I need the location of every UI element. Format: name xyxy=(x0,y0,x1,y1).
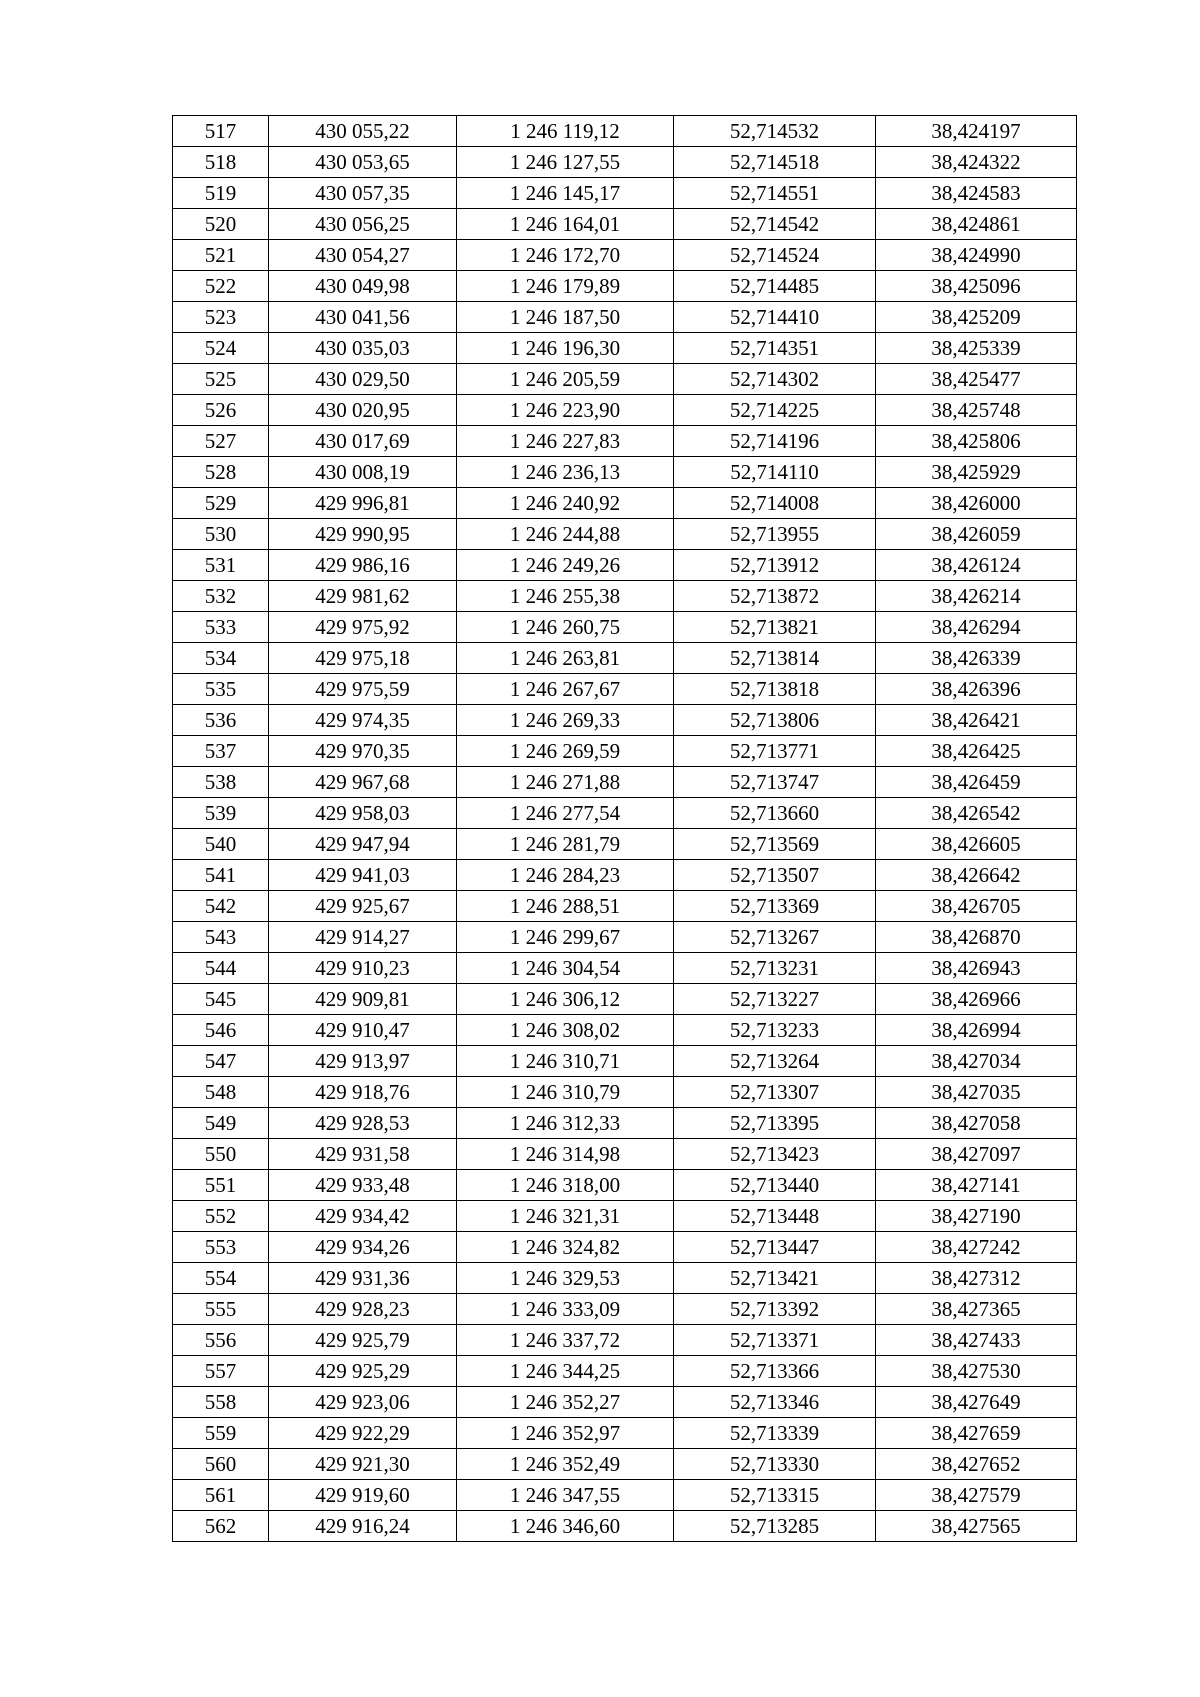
x-coordinate-cell: 430 008,19 xyxy=(269,457,457,488)
point-number-cell: 545 xyxy=(173,984,269,1015)
y-coordinate-cell: 1 246 352,27 xyxy=(457,1387,674,1418)
point-number-cell: 556 xyxy=(173,1325,269,1356)
y-coordinate-cell: 1 246 119,12 xyxy=(457,116,674,147)
y-coordinate-cell: 1 246 314,98 xyxy=(457,1139,674,1170)
y-coordinate-cell: 1 246 164,01 xyxy=(457,209,674,240)
x-coordinate-cell: 429 921,30 xyxy=(269,1449,457,1480)
y-coordinate-cell: 1 246 329,53 xyxy=(457,1263,674,1294)
latitude-cell: 52,714110 xyxy=(674,457,876,488)
y-coordinate-cell: 1 246 352,97 xyxy=(457,1418,674,1449)
point-number-cell: 553 xyxy=(173,1232,269,1263)
x-coordinate-cell: 430 053,65 xyxy=(269,147,457,178)
table-row xyxy=(173,860,1077,891)
table-row xyxy=(173,705,1077,736)
longitude-cell: 38,425806 xyxy=(876,426,1077,457)
table-row xyxy=(173,1139,1077,1170)
x-coordinate-cell: 429 925,29 xyxy=(269,1356,457,1387)
y-coordinate-cell: 1 246 269,33 xyxy=(457,705,674,736)
coordinates-table xyxy=(172,115,1077,1542)
x-coordinate-cell: 430 049,98 xyxy=(269,271,457,302)
latitude-cell: 52,713448 xyxy=(674,1201,876,1232)
y-coordinate-cell: 1 246 310,71 xyxy=(457,1046,674,1077)
y-coordinate-cell: 1 246 236,13 xyxy=(457,457,674,488)
point-number-cell: 532 xyxy=(173,581,269,612)
y-coordinate-cell: 1 246 277,54 xyxy=(457,798,674,829)
y-coordinate-cell: 1 246 318,00 xyxy=(457,1170,674,1201)
point-number-cell: 544 xyxy=(173,953,269,984)
point-number-cell: 551 xyxy=(173,1170,269,1201)
x-coordinate-cell: 429 918,76 xyxy=(269,1077,457,1108)
latitude-cell: 52,713315 xyxy=(674,1480,876,1511)
x-coordinate-cell: 429 923,06 xyxy=(269,1387,457,1418)
latitude-cell: 52,713264 xyxy=(674,1046,876,1077)
table-row xyxy=(173,1387,1077,1418)
table-row xyxy=(173,1511,1077,1542)
point-number-cell: 552 xyxy=(173,1201,269,1232)
point-number-cell: 524 xyxy=(173,333,269,364)
y-coordinate-cell: 1 246 288,51 xyxy=(457,891,674,922)
point-number-cell: 547 xyxy=(173,1046,269,1077)
point-number-cell: 528 xyxy=(173,457,269,488)
x-coordinate-cell: 429 933,48 xyxy=(269,1170,457,1201)
longitude-cell: 38,426966 xyxy=(876,984,1077,1015)
latitude-cell: 52,714542 xyxy=(674,209,876,240)
x-coordinate-cell: 430 020,95 xyxy=(269,395,457,426)
table-row xyxy=(173,1356,1077,1387)
longitude-cell: 38,427034 xyxy=(876,1046,1077,1077)
y-coordinate-cell: 1 246 344,25 xyxy=(457,1356,674,1387)
y-coordinate-cell: 1 246 306,12 xyxy=(457,984,674,1015)
latitude-cell: 52,713423 xyxy=(674,1139,876,1170)
point-number-cell: 536 xyxy=(173,705,269,736)
longitude-cell: 38,427433 xyxy=(876,1325,1077,1356)
y-coordinate-cell: 1 246 240,92 xyxy=(457,488,674,519)
y-coordinate-cell: 1 246 127,55 xyxy=(457,147,674,178)
latitude-cell: 52,714196 xyxy=(674,426,876,457)
x-coordinate-cell: 430 017,69 xyxy=(269,426,457,457)
longitude-cell: 38,427035 xyxy=(876,1077,1077,1108)
y-coordinate-cell: 1 246 223,90 xyxy=(457,395,674,426)
y-coordinate-cell: 1 246 227,83 xyxy=(457,426,674,457)
longitude-cell: 38,425929 xyxy=(876,457,1077,488)
point-number-cell: 558 xyxy=(173,1387,269,1418)
x-coordinate-cell: 429 975,59 xyxy=(269,674,457,705)
latitude-cell: 52,713339 xyxy=(674,1418,876,1449)
table-row xyxy=(173,1294,1077,1325)
longitude-cell: 38,426000 xyxy=(876,488,1077,519)
y-coordinate-cell: 1 246 281,79 xyxy=(457,829,674,860)
y-coordinate-cell: 1 246 304,54 xyxy=(457,953,674,984)
y-coordinate-cell: 1 246 347,55 xyxy=(457,1480,674,1511)
longitude-cell: 38,426124 xyxy=(876,550,1077,581)
y-coordinate-cell: 1 246 324,82 xyxy=(457,1232,674,1263)
point-number-cell: 531 xyxy=(173,550,269,581)
longitude-cell: 38,427659 xyxy=(876,1418,1077,1449)
x-coordinate-cell: 429 925,67 xyxy=(269,891,457,922)
x-coordinate-cell: 430 055,22 xyxy=(269,116,457,147)
x-coordinate-cell: 429 975,92 xyxy=(269,612,457,643)
point-number-cell: 527 xyxy=(173,426,269,457)
latitude-cell: 52,714225 xyxy=(674,395,876,426)
y-coordinate-cell: 1 246 249,26 xyxy=(457,550,674,581)
table-row xyxy=(173,643,1077,674)
longitude-cell: 38,425339 xyxy=(876,333,1077,364)
longitude-cell: 38,426642 xyxy=(876,860,1077,891)
x-coordinate-cell: 429 928,23 xyxy=(269,1294,457,1325)
longitude-cell: 38,426542 xyxy=(876,798,1077,829)
point-number-cell: 561 xyxy=(173,1480,269,1511)
latitude-cell: 52,713346 xyxy=(674,1387,876,1418)
longitude-cell: 38,425748 xyxy=(876,395,1077,426)
longitude-cell: 38,425209 xyxy=(876,302,1077,333)
latitude-cell: 52,714008 xyxy=(674,488,876,519)
longitude-cell: 38,426059 xyxy=(876,519,1077,550)
y-coordinate-cell: 1 246 187,50 xyxy=(457,302,674,333)
latitude-cell: 52,714351 xyxy=(674,333,876,364)
x-coordinate-cell: 429 925,79 xyxy=(269,1325,457,1356)
table-row xyxy=(173,1232,1077,1263)
point-number-cell: 554 xyxy=(173,1263,269,1294)
longitude-cell: 38,426994 xyxy=(876,1015,1077,1046)
point-number-cell: 559 xyxy=(173,1418,269,1449)
latitude-cell: 52,713912 xyxy=(674,550,876,581)
latitude-cell: 52,713392 xyxy=(674,1294,876,1325)
latitude-cell: 52,713955 xyxy=(674,519,876,550)
latitude-cell: 52,713369 xyxy=(674,891,876,922)
table-row xyxy=(173,178,1077,209)
table-row xyxy=(173,1480,1077,1511)
x-coordinate-cell: 429 916,24 xyxy=(269,1511,457,1542)
latitude-cell: 52,713814 xyxy=(674,643,876,674)
table-row xyxy=(173,1325,1077,1356)
point-number-cell: 523 xyxy=(173,302,269,333)
point-number-cell: 546 xyxy=(173,1015,269,1046)
longitude-cell: 38,427579 xyxy=(876,1480,1077,1511)
latitude-cell: 52,713285 xyxy=(674,1511,876,1542)
table-row xyxy=(173,271,1077,302)
y-coordinate-cell: 1 246 179,89 xyxy=(457,271,674,302)
table-row xyxy=(173,333,1077,364)
table-row xyxy=(173,953,1077,984)
point-number-cell: 557 xyxy=(173,1356,269,1387)
latitude-cell: 52,713231 xyxy=(674,953,876,984)
x-coordinate-cell: 429 909,81 xyxy=(269,984,457,1015)
x-coordinate-cell: 430 057,35 xyxy=(269,178,457,209)
point-number-cell: 562 xyxy=(173,1511,269,1542)
point-number-cell: 529 xyxy=(173,488,269,519)
table-row xyxy=(173,364,1077,395)
x-coordinate-cell: 429 970,35 xyxy=(269,736,457,767)
table-row xyxy=(173,395,1077,426)
longitude-cell: 38,426294 xyxy=(876,612,1077,643)
longitude-cell: 38,425477 xyxy=(876,364,1077,395)
table-row xyxy=(173,550,1077,581)
y-coordinate-cell: 1 246 263,81 xyxy=(457,643,674,674)
longitude-cell: 38,426943 xyxy=(876,953,1077,984)
table-row xyxy=(173,829,1077,860)
x-coordinate-cell: 429 928,53 xyxy=(269,1108,457,1139)
y-coordinate-cell: 1 246 267,67 xyxy=(457,674,674,705)
longitude-cell: 38,424197 xyxy=(876,116,1077,147)
x-coordinate-cell: 429 922,29 xyxy=(269,1418,457,1449)
x-coordinate-cell: 429 986,16 xyxy=(269,550,457,581)
latitude-cell: 52,713366 xyxy=(674,1356,876,1387)
longitude-cell: 38,427312 xyxy=(876,1263,1077,1294)
x-coordinate-cell: 429 975,18 xyxy=(269,643,457,674)
point-number-cell: 550 xyxy=(173,1139,269,1170)
longitude-cell: 38,426459 xyxy=(876,767,1077,798)
y-coordinate-cell: 1 246 271,88 xyxy=(457,767,674,798)
y-coordinate-cell: 1 246 172,70 xyxy=(457,240,674,271)
point-number-cell: 517 xyxy=(173,116,269,147)
y-coordinate-cell: 1 246 310,79 xyxy=(457,1077,674,1108)
longitude-cell: 38,426705 xyxy=(876,891,1077,922)
x-coordinate-cell: 429 958,03 xyxy=(269,798,457,829)
point-number-cell: 549 xyxy=(173,1108,269,1139)
latitude-cell: 52,713440 xyxy=(674,1170,876,1201)
table-row xyxy=(173,1418,1077,1449)
x-coordinate-cell: 429 974,35 xyxy=(269,705,457,736)
latitude-cell: 52,713330 xyxy=(674,1449,876,1480)
longitude-cell: 38,425096 xyxy=(876,271,1077,302)
latitude-cell: 52,714524 xyxy=(674,240,876,271)
longitude-cell: 38,426870 xyxy=(876,922,1077,953)
table-row xyxy=(173,736,1077,767)
latitude-cell: 52,714302 xyxy=(674,364,876,395)
y-coordinate-cell: 1 246 255,38 xyxy=(457,581,674,612)
x-coordinate-cell: 430 056,25 xyxy=(269,209,457,240)
longitude-cell: 38,426396 xyxy=(876,674,1077,705)
table-row xyxy=(173,426,1077,457)
point-number-cell: 540 xyxy=(173,829,269,860)
table-row xyxy=(173,116,1077,147)
table-row xyxy=(173,1108,1077,1139)
point-number-cell: 533 xyxy=(173,612,269,643)
latitude-cell: 52,713447 xyxy=(674,1232,876,1263)
latitude-cell: 52,714410 xyxy=(674,302,876,333)
table-row xyxy=(173,457,1077,488)
point-number-cell: 548 xyxy=(173,1077,269,1108)
latitude-cell: 52,713227 xyxy=(674,984,876,1015)
table-row xyxy=(173,767,1077,798)
x-coordinate-cell: 429 910,23 xyxy=(269,953,457,984)
latitude-cell: 52,713818 xyxy=(674,674,876,705)
x-coordinate-cell: 429 990,95 xyxy=(269,519,457,550)
longitude-cell: 38,426421 xyxy=(876,705,1077,736)
table-row xyxy=(173,1077,1077,1108)
latitude-cell: 52,713395 xyxy=(674,1108,876,1139)
x-coordinate-cell: 430 041,56 xyxy=(269,302,457,333)
table-row xyxy=(173,302,1077,333)
latitude-cell: 52,713747 xyxy=(674,767,876,798)
table-row xyxy=(173,1170,1077,1201)
latitude-cell: 52,713569 xyxy=(674,829,876,860)
x-coordinate-cell: 429 931,58 xyxy=(269,1139,457,1170)
table-row xyxy=(173,209,1077,240)
longitude-cell: 38,427058 xyxy=(876,1108,1077,1139)
table-row xyxy=(173,1015,1077,1046)
y-coordinate-cell: 1 246 352,49 xyxy=(457,1449,674,1480)
table-row xyxy=(173,240,1077,271)
point-number-cell: 519 xyxy=(173,178,269,209)
longitude-cell: 38,427141 xyxy=(876,1170,1077,1201)
table-row xyxy=(173,147,1077,178)
point-number-cell: 555 xyxy=(173,1294,269,1325)
point-number-cell: 534 xyxy=(173,643,269,674)
y-coordinate-cell: 1 246 260,75 xyxy=(457,612,674,643)
x-coordinate-cell: 429 913,97 xyxy=(269,1046,457,1077)
latitude-cell: 52,713307 xyxy=(674,1077,876,1108)
table-row xyxy=(173,1046,1077,1077)
table-row xyxy=(173,488,1077,519)
x-coordinate-cell: 429 931,36 xyxy=(269,1263,457,1294)
y-coordinate-cell: 1 246 346,60 xyxy=(457,1511,674,1542)
longitude-cell: 38,426425 xyxy=(876,736,1077,767)
longitude-cell: 38,427652 xyxy=(876,1449,1077,1480)
x-coordinate-cell: 429 941,03 xyxy=(269,860,457,891)
y-coordinate-cell: 1 246 284,23 xyxy=(457,860,674,891)
longitude-cell: 38,424322 xyxy=(876,147,1077,178)
point-number-cell: 535 xyxy=(173,674,269,705)
longitude-cell: 38,424583 xyxy=(876,178,1077,209)
table-row xyxy=(173,1449,1077,1480)
point-number-cell: 522 xyxy=(173,271,269,302)
table-row xyxy=(173,1201,1077,1232)
longitude-cell: 38,427565 xyxy=(876,1511,1077,1542)
x-coordinate-cell: 430 035,03 xyxy=(269,333,457,364)
x-coordinate-cell: 429 934,42 xyxy=(269,1201,457,1232)
longitude-cell: 38,427530 xyxy=(876,1356,1077,1387)
y-coordinate-cell: 1 246 145,17 xyxy=(457,178,674,209)
point-number-cell: 538 xyxy=(173,767,269,798)
longitude-cell: 38,427365 xyxy=(876,1294,1077,1325)
point-number-cell: 526 xyxy=(173,395,269,426)
longitude-cell: 38,424990 xyxy=(876,240,1077,271)
latitude-cell: 52,714518 xyxy=(674,147,876,178)
y-coordinate-cell: 1 246 312,33 xyxy=(457,1108,674,1139)
x-coordinate-cell: 429 934,26 xyxy=(269,1232,457,1263)
longitude-cell: 38,427649 xyxy=(876,1387,1077,1418)
point-number-cell: 560 xyxy=(173,1449,269,1480)
table-row xyxy=(173,519,1077,550)
y-coordinate-cell: 1 246 205,59 xyxy=(457,364,674,395)
point-number-cell: 537 xyxy=(173,736,269,767)
table-row xyxy=(173,798,1077,829)
x-coordinate-cell: 429 910,47 xyxy=(269,1015,457,1046)
x-coordinate-cell: 430 054,27 xyxy=(269,240,457,271)
y-coordinate-cell: 1 246 308,02 xyxy=(457,1015,674,1046)
longitude-cell: 38,424861 xyxy=(876,209,1077,240)
y-coordinate-cell: 1 246 333,09 xyxy=(457,1294,674,1325)
y-coordinate-cell: 1 246 196,30 xyxy=(457,333,674,364)
longitude-cell: 38,427190 xyxy=(876,1201,1077,1232)
x-coordinate-cell: 429 919,60 xyxy=(269,1480,457,1511)
latitude-cell: 52,713771 xyxy=(674,736,876,767)
latitude-cell: 52,713806 xyxy=(674,705,876,736)
y-coordinate-cell: 1 246 337,72 xyxy=(457,1325,674,1356)
latitude-cell: 52,714532 xyxy=(674,116,876,147)
latitude-cell: 52,713421 xyxy=(674,1263,876,1294)
longitude-cell: 38,426605 xyxy=(876,829,1077,860)
longitude-cell: 38,426214 xyxy=(876,581,1077,612)
table-row xyxy=(173,581,1077,612)
x-coordinate-cell: 429 981,62 xyxy=(269,581,457,612)
latitude-cell: 52,713507 xyxy=(674,860,876,891)
point-number-cell: 542 xyxy=(173,891,269,922)
x-coordinate-cell: 429 967,68 xyxy=(269,767,457,798)
latitude-cell: 52,714551 xyxy=(674,178,876,209)
latitude-cell: 52,713267 xyxy=(674,922,876,953)
point-number-cell: 530 xyxy=(173,519,269,550)
point-number-cell: 525 xyxy=(173,364,269,395)
longitude-cell: 38,426339 xyxy=(876,643,1077,674)
longitude-cell: 38,427097 xyxy=(876,1139,1077,1170)
y-coordinate-cell: 1 246 269,59 xyxy=(457,736,674,767)
x-coordinate-cell: 429 996,81 xyxy=(269,488,457,519)
y-coordinate-cell: 1 246 321,31 xyxy=(457,1201,674,1232)
x-coordinate-cell: 429 914,27 xyxy=(269,922,457,953)
point-number-cell: 541 xyxy=(173,860,269,891)
table-row xyxy=(173,984,1077,1015)
x-coordinate-cell: 430 029,50 xyxy=(269,364,457,395)
latitude-cell: 52,713233 xyxy=(674,1015,876,1046)
latitude-cell: 52,713660 xyxy=(674,798,876,829)
x-coordinate-cell: 429 947,94 xyxy=(269,829,457,860)
point-number-cell: 521 xyxy=(173,240,269,271)
latitude-cell: 52,713872 xyxy=(674,581,876,612)
y-coordinate-cell: 1 246 244,88 xyxy=(457,519,674,550)
table-row xyxy=(173,1263,1077,1294)
longitude-cell: 38,427242 xyxy=(876,1232,1077,1263)
point-number-cell: 518 xyxy=(173,147,269,178)
point-number-cell: 520 xyxy=(173,209,269,240)
table-row xyxy=(173,612,1077,643)
latitude-cell: 52,713371 xyxy=(674,1325,876,1356)
point-number-cell: 543 xyxy=(173,922,269,953)
latitude-cell: 52,714485 xyxy=(674,271,876,302)
table-row xyxy=(173,674,1077,705)
table-row xyxy=(173,891,1077,922)
point-number-cell: 539 xyxy=(173,798,269,829)
table-row xyxy=(173,922,1077,953)
y-coordinate-cell: 1 246 299,67 xyxy=(457,922,674,953)
latitude-cell: 52,713821 xyxy=(674,612,876,643)
coordinates-table-body xyxy=(173,116,1077,1542)
